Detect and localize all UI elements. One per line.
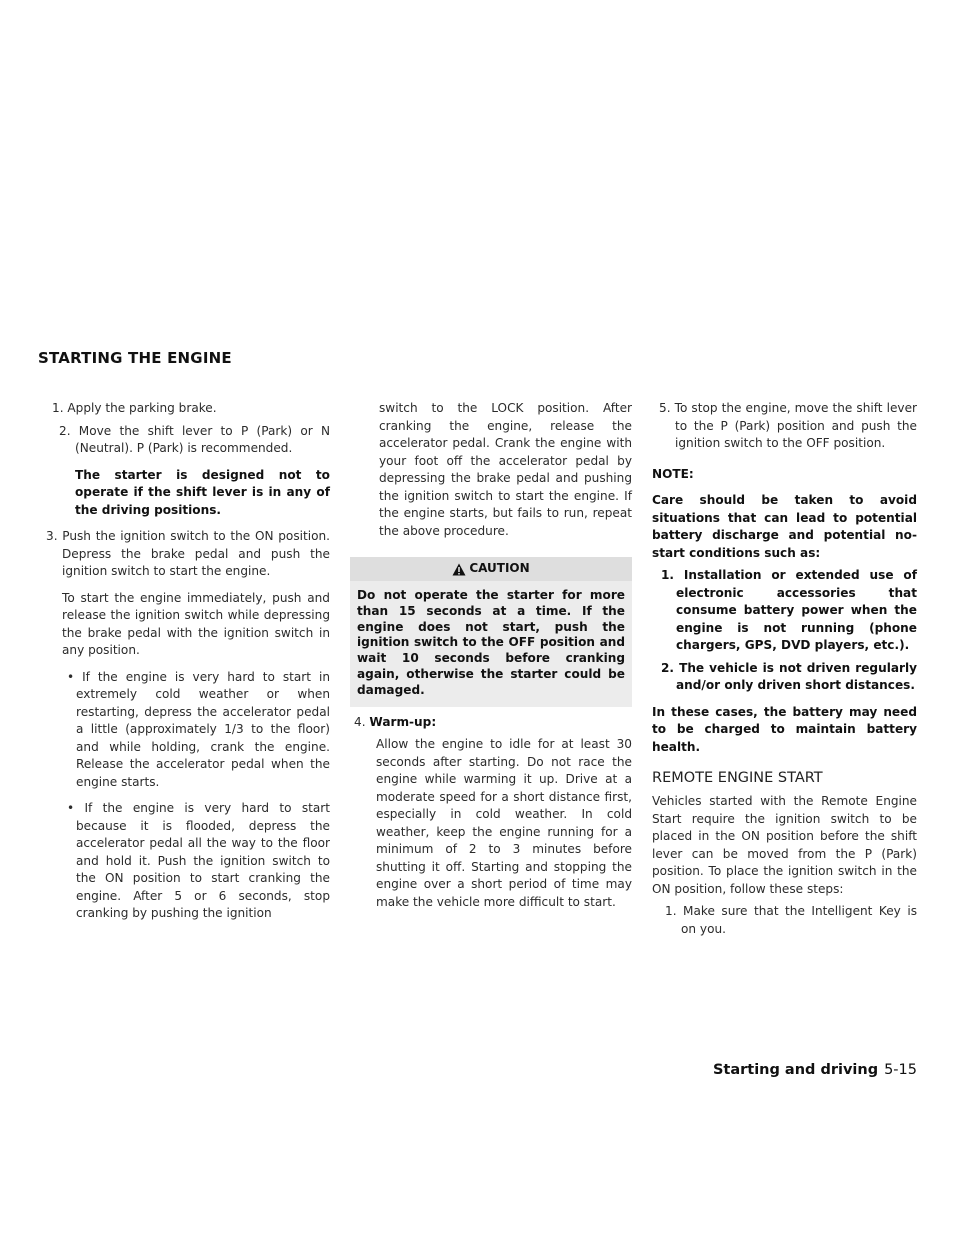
column-3: [652, 400, 917, 938]
step-4-text: Allow the engine to idle for at least 30 seconds after starting. Do not race the engine while warming it up. Drive at a moderate speed for a short distance first, especially in cold weather. In cold weather, keep the engine running for a minimum of 2 to 3 minutes before shutting it off. Starting and stopping the engine over a short period of time may make the vehicle more difficult to start.: [376, 737, 632, 909]
step-3: 3. Push the ignition switch to the ON position. Depress the brake pedal and push the ignition switch to start the engine.: [46, 529, 330, 578]
step-1: 1. Apply the parking brake.: [52, 401, 217, 415]
step-2: 2. Move the shift lever to P (Park) or N (Neutral). P (Park) is recommended.: [59, 423, 330, 455]
step-4-label: Warm-up:: [369, 714, 437, 729]
note-text: Care should be taken to avoid situations that can lead to potential battery discharge and potential no-start conditions such as:: [652, 493, 917, 560]
caution-header: [350, 557, 632, 581]
column-1: [46, 400, 330, 923]
step-3-detail: To start the engine immediately, push and release the ignition switch while depressing the brake pedal with the ignition switch in any position.: [62, 590, 330, 657]
warning-triangle-icon: [452, 563, 466, 576]
subheading-remote-engine-start: REMOTE ENGINE START: [652, 770, 823, 786]
caution-label: CAUTION: [469, 561, 530, 576]
note-item-2: 2. The vehicle is not driven regularly and/or only driven short distances.: [661, 660, 917, 692]
step-2-note: The starter is designed not to operate if the shift lever is in any of the driving positions.: [75, 467, 330, 517]
remote-step-1: 1. Make sure that the Intelligent Key is on you.: [665, 904, 917, 936]
step-4-number: 4.: [354, 714, 366, 729]
caution-body: Do not operate the starter for more than 15 seconds at a time. If the engine does not start, push the ignition switch to the OFF position and wait 10 seconds before cranking again, otherwise the starter could be damaged.: [350, 581, 632, 707]
note-closing: In these cases, the battery may need to be charged to maintain battery health.: [652, 704, 917, 754]
column-2: [350, 400, 632, 911]
note-item-1: 1. Installation or extended use of electronic accessories that consume battery power when the engine is not running (phone chargers, GPS, DVD players, etc.).: [661, 568, 917, 652]
section-title: STARTING THE ENGINE: [38, 349, 232, 367]
page-footer: [713, 1062, 917, 1078]
step-5: 5. To stop the engine, move the shift lever to the P (Park) position and push the ignition switch to the OFF position.: [659, 401, 917, 450]
remote-text: Vehicles started with the Remote Engine Start require the ignition switch to be placed in the ON position before the shift lever can be moved from the P (Park) position. To place the ignition switch in the ON position, follow these steps:: [652, 794, 917, 896]
footer-section-label: Starting and driving: [712, 1062, 879, 1078]
step-continued: switch to the LOCK position. After cranking the engine, release the accelerator pedal. Crank the engine with your foot off the accelerator pedal by depressing the brake pedal and pushing the ignition switch to start the engine. If the engine starts, but fails to run, repeat the above procedure.: [379, 401, 632, 538]
step-4-heading: [350, 714, 632, 732]
page-number: 5-15: [884, 1062, 917, 1078]
note-label: NOTE:: [652, 466, 694, 481]
bullet-cold-weather: • If the engine is very hard to start in extremely cold weather or when restarting, depress the accelerator pedal a little (approximately 1/3 to the floor) and while holding, crank the engine. Release the accelerator pedal when the engine starts.: [67, 669, 330, 789]
bullet-flooded: • If the engine is very hard to start because it is flooded, depress the accelerator pedal all the way to the floor and hold it. Push the ignition switch to the ON position to start cranking the engine. After 5 or 6 seconds, stop cranking by pushing the ignition: [67, 801, 330, 920]
